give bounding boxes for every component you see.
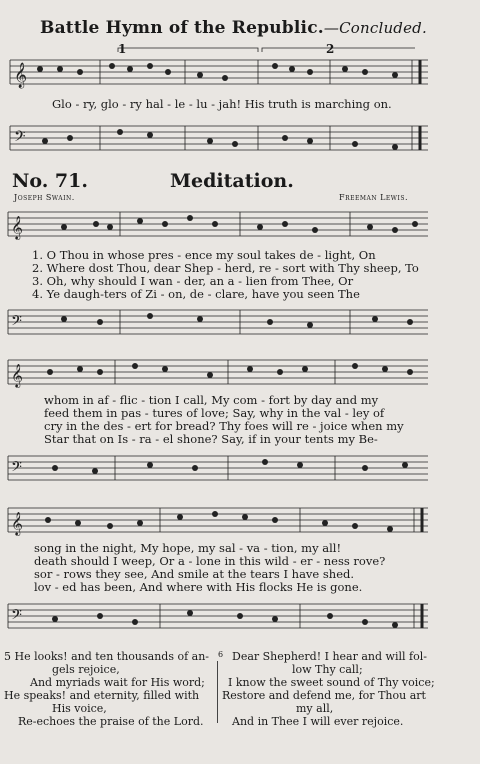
verse6-line2: low Thy call;: [292, 663, 363, 676]
hymn-composer: Freeman Lewis.: [339, 193, 408, 202]
verse5-line5: His voice,: [52, 702, 107, 715]
svg-text:𝄢: 𝄢: [11, 607, 22, 627]
system2-verse1: whom in af - flic - tion I call, My com - fort by day and my: [44, 393, 379, 407]
verse-column-divider: [217, 661, 218, 723]
ending-2-label: 2: [326, 42, 335, 56]
hymn-author: Joseph Swain.: [14, 193, 75, 202]
svg-text:𝄞: 𝄞: [11, 511, 23, 535]
concluded-note: —Concluded.: [323, 19, 427, 37]
verse5-line3: And myriads wait for His word;: [30, 676, 205, 689]
verse5-line6: Re-echoes the praise of the Lord.: [18, 715, 204, 728]
system2-verse2: feed them in pas - tures of love; Say, why in the val - ley of: [44, 406, 385, 420]
system3-verse1: song in the night, My hope, my sal - va - tion, my all!: [34, 541, 342, 555]
verse6-line1: Dear Shepherd! I hear and will fol-: [232, 650, 427, 663]
svg-text:𝄞: 𝄞: [11, 363, 23, 387]
svg-text:𝄢: 𝄢: [11, 313, 22, 333]
system3-bass-staff: [0, 594, 480, 638]
hymn-title: Meditation.: [170, 170, 294, 192]
system1-verse1: 1. O Thou in whose pres - ence my soul takes de - light, On: [32, 248, 376, 262]
system1-verse3: 3. Oh, why should I wan - der, an a - lien from Thee, Or: [32, 274, 354, 288]
svg-text:𝄞: 𝄞: [14, 63, 28, 88]
system2-bass-staff: [0, 446, 480, 490]
system2-treble-staff: [0, 350, 480, 396]
system2-verse4: Star that on Is - ra - el shone? Say, if in your tents my Be-: [44, 432, 378, 446]
verse6-line4: Restore and defend me, for Thou art: [222, 689, 426, 702]
system3-treble-staff: [0, 498, 480, 544]
verse5-line2: gels rejoice,: [52, 663, 120, 676]
verse6-line5: my all,: [296, 702, 334, 715]
verse6-line6: And in Thee I will ever rejoice.: [232, 715, 404, 728]
system1-verse4: 4. Ye daugh-ters of Zi - on, de - clare, have you seen The: [32, 287, 360, 301]
svg-text:𝄞: 𝄞: [11, 215, 23, 239]
system3-verse4: lov - ed has been, And where with His flocks He is gone.: [34, 580, 363, 594]
hymn-number: No. 71.: [12, 170, 88, 192]
verse6-line3: I know the sweet sound of Thy voice;: [228, 676, 435, 689]
svg-text:𝄢: 𝄢: [14, 128, 26, 149]
system1-verse2: 2. Where dost Thou, dear Shep - herd, re - sort with Thy sheep, To: [32, 261, 419, 275]
page-header-title: [40, 18, 427, 38]
song-title-battle-hymn: Battle Hymn of the Republic.: [40, 18, 324, 38]
verse5-line4: He speaks! and eternity, filled with: [4, 689, 200, 702]
svg-text:𝄢: 𝄢: [11, 459, 22, 479]
verse5-line1: 5 He looks! and ten thousands of an-: [4, 650, 210, 663]
system2-verse3: cry in the des - ert for bread? Thy foes will re - joice when my: [44, 419, 404, 433]
system3-verse3: sor - rows they see, And smile at the tears I have shed.: [34, 567, 355, 581]
battle-hymn-lyrics: Glo - ry, glo - ry hal - le - lu - jah! His truth is marching on.: [52, 97, 392, 111]
system1-bass-staff: [0, 300, 480, 344]
system3-verse2: death should I weep, Or a - lone in this wild - er - ness rove?: [34, 554, 386, 568]
system1-treble-staff: [0, 200, 480, 250]
battle-hymn-treble-staff: [0, 44, 480, 96]
verse6-number: 6: [218, 650, 224, 659]
battle-hymn-bass-staff: [0, 112, 480, 162]
ending-1-label: 1: [118, 42, 127, 56]
